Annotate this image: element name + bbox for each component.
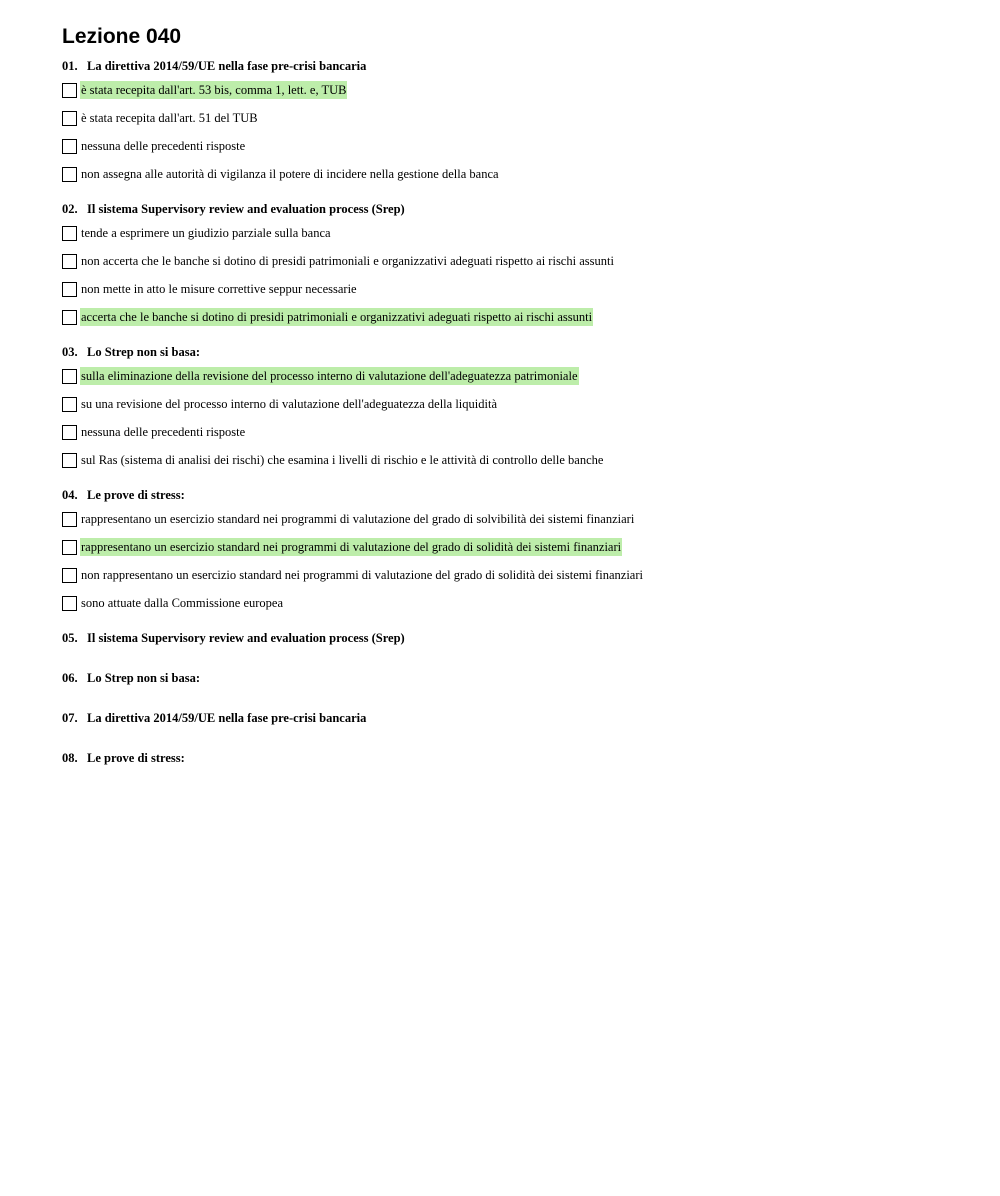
answer-option[interactable] <box>62 561 962 589</box>
question-text: Le prove di stress: <box>87 751 185 765</box>
answer-option[interactable] <box>62 275 962 303</box>
answer-option[interactable] <box>62 247 962 275</box>
question-heading <box>62 344 962 360</box>
answer-text: è stata recepita dall'art. 51 del TUB <box>81 111 258 125</box>
answer-checkbox[interactable] <box>62 397 77 412</box>
answer-option[interactable] <box>62 446 962 474</box>
answer-checkbox[interactable] <box>62 83 77 98</box>
answer-checkbox[interactable] <box>62 512 77 527</box>
question-number: 06. <box>62 671 78 685</box>
quiz-page <box>62 24 962 790</box>
answer-text: tende a esprimere un giudizio parziale sulla banca <box>81 226 331 240</box>
question-text: La direttiva 2014/59/UE nella fase pre-crisi bancaria <box>87 711 367 725</box>
answer-text: sono attuate dalla Commissione europea <box>81 596 284 610</box>
correct-answer-text: sulla eliminazione della revisione del processo interno di valutazione dell'adeguatezza patrimoniale <box>81 369 578 383</box>
question-block <box>62 750 962 790</box>
question-block <box>62 58 962 201</box>
question-block <box>62 710 962 750</box>
question-heading <box>62 201 962 217</box>
page-title: Lezione 040 <box>62 25 182 48</box>
question-text: Le prove di stress: <box>87 488 185 502</box>
answer-option[interactable] <box>62 303 962 331</box>
answer-checkbox[interactable] <box>62 139 77 154</box>
question-text: Lo Strep non si basa: <box>87 671 200 685</box>
answer-option[interactable] <box>62 390 962 418</box>
answer-option[interactable] <box>62 132 962 160</box>
answer-checkbox[interactable] <box>62 167 77 182</box>
question-text: Lo Strep non si basa: <box>87 345 200 359</box>
answer-option[interactable] <box>62 589 962 617</box>
answer-option[interactable] <box>62 533 962 561</box>
question-text: Il sistema Supervisory review and evaluation process (Srep) <box>87 202 405 216</box>
question-number: 08. <box>62 751 78 765</box>
answer-checkbox[interactable] <box>62 568 77 583</box>
question-heading <box>62 630 962 646</box>
answer-text: non assegna alle autorità di vigilanza il potere di incidere nella gestione della banca <box>81 167 499 181</box>
question-text: La direttiva 2014/59/UE nella fase pre-crisi bancaria <box>87 59 367 73</box>
question-block <box>62 487 962 630</box>
answer-checkbox[interactable] <box>62 226 77 241</box>
answer-checkbox[interactable] <box>62 596 77 611</box>
answer-checkbox[interactable] <box>62 254 77 269</box>
answer-option[interactable] <box>62 505 962 533</box>
question-heading <box>62 710 962 726</box>
answer-option[interactable] <box>62 362 962 390</box>
answer-text: non mette in atto le misure correttive seppur necessarie <box>81 282 357 296</box>
answer-checkbox[interactable] <box>62 369 77 384</box>
answer-option[interactable] <box>62 76 962 104</box>
question-heading <box>62 58 962 74</box>
correct-answer-text: è stata recepita dall'art. 53 bis, comma 1, lett. e, TUB <box>81 83 347 97</box>
answer-checkbox[interactable] <box>62 111 77 126</box>
correct-answer-text: accerta che le banche si dotino di presidi patrimoniali e organizzativi adeguati rispetto ai rischi assunti <box>81 310 593 324</box>
answer-list <box>62 505 962 617</box>
question-heading <box>62 750 962 766</box>
question-block <box>62 344 962 487</box>
answer-text: nessuna delle precedenti risposte <box>81 425 246 439</box>
answer-text: non rappresentano un esercizio standard nei programmi di valutazione del grado di solidità dei sistemi finanziari <box>81 568 643 582</box>
question-heading <box>62 487 962 503</box>
answer-list <box>62 76 962 188</box>
answer-option[interactable] <box>62 219 962 247</box>
question-number: 03. <box>62 345 78 359</box>
question-number: 02. <box>62 202 78 216</box>
question-number: 05. <box>62 631 78 645</box>
answer-checkbox[interactable] <box>62 425 77 440</box>
answer-option[interactable] <box>62 418 962 446</box>
question-number: 04. <box>62 488 78 502</box>
answer-text: non accerta che le banche si dotino di presidi patrimoniali e organizzativi adeguati rispetto ai rischi assunti <box>81 254 614 268</box>
answer-option[interactable] <box>62 104 962 132</box>
answer-text: su una revisione del processo interno di valutazione dell'adeguatezza della liquidità <box>81 397 497 411</box>
question-block <box>62 670 962 710</box>
question-block <box>62 630 962 670</box>
answer-checkbox[interactable] <box>62 282 77 297</box>
answer-text: sul Ras (sistema di analisi dei rischi) che esamina i livelli di rischio e le attività di controllo delle banche <box>81 453 604 467</box>
correct-answer-text: rappresentano un esercizio standard nei programmi di valutazione del grado di solidità dei sistemi finanziari <box>81 540 622 554</box>
question-number: 07. <box>62 711 78 725</box>
answer-list <box>62 362 962 474</box>
question-heading <box>62 670 962 686</box>
answer-list <box>62 219 962 331</box>
answer-text: nessuna delle precedenti risposte <box>81 139 246 153</box>
answer-checkbox[interactable] <box>62 540 77 555</box>
answer-checkbox[interactable] <box>62 453 77 468</box>
question-number: 01. <box>62 59 78 73</box>
question-text: Il sistema Supervisory review and evaluation process (Srep) <box>87 631 405 645</box>
answer-option[interactable] <box>62 160 962 188</box>
question-block <box>62 201 962 344</box>
answer-checkbox[interactable] <box>62 310 77 325</box>
question-list <box>62 58 962 790</box>
answer-text: rappresentano un esercizio standard nei programmi di valutazione del grado di solvibilità dei sistemi finanziari <box>81 512 635 526</box>
